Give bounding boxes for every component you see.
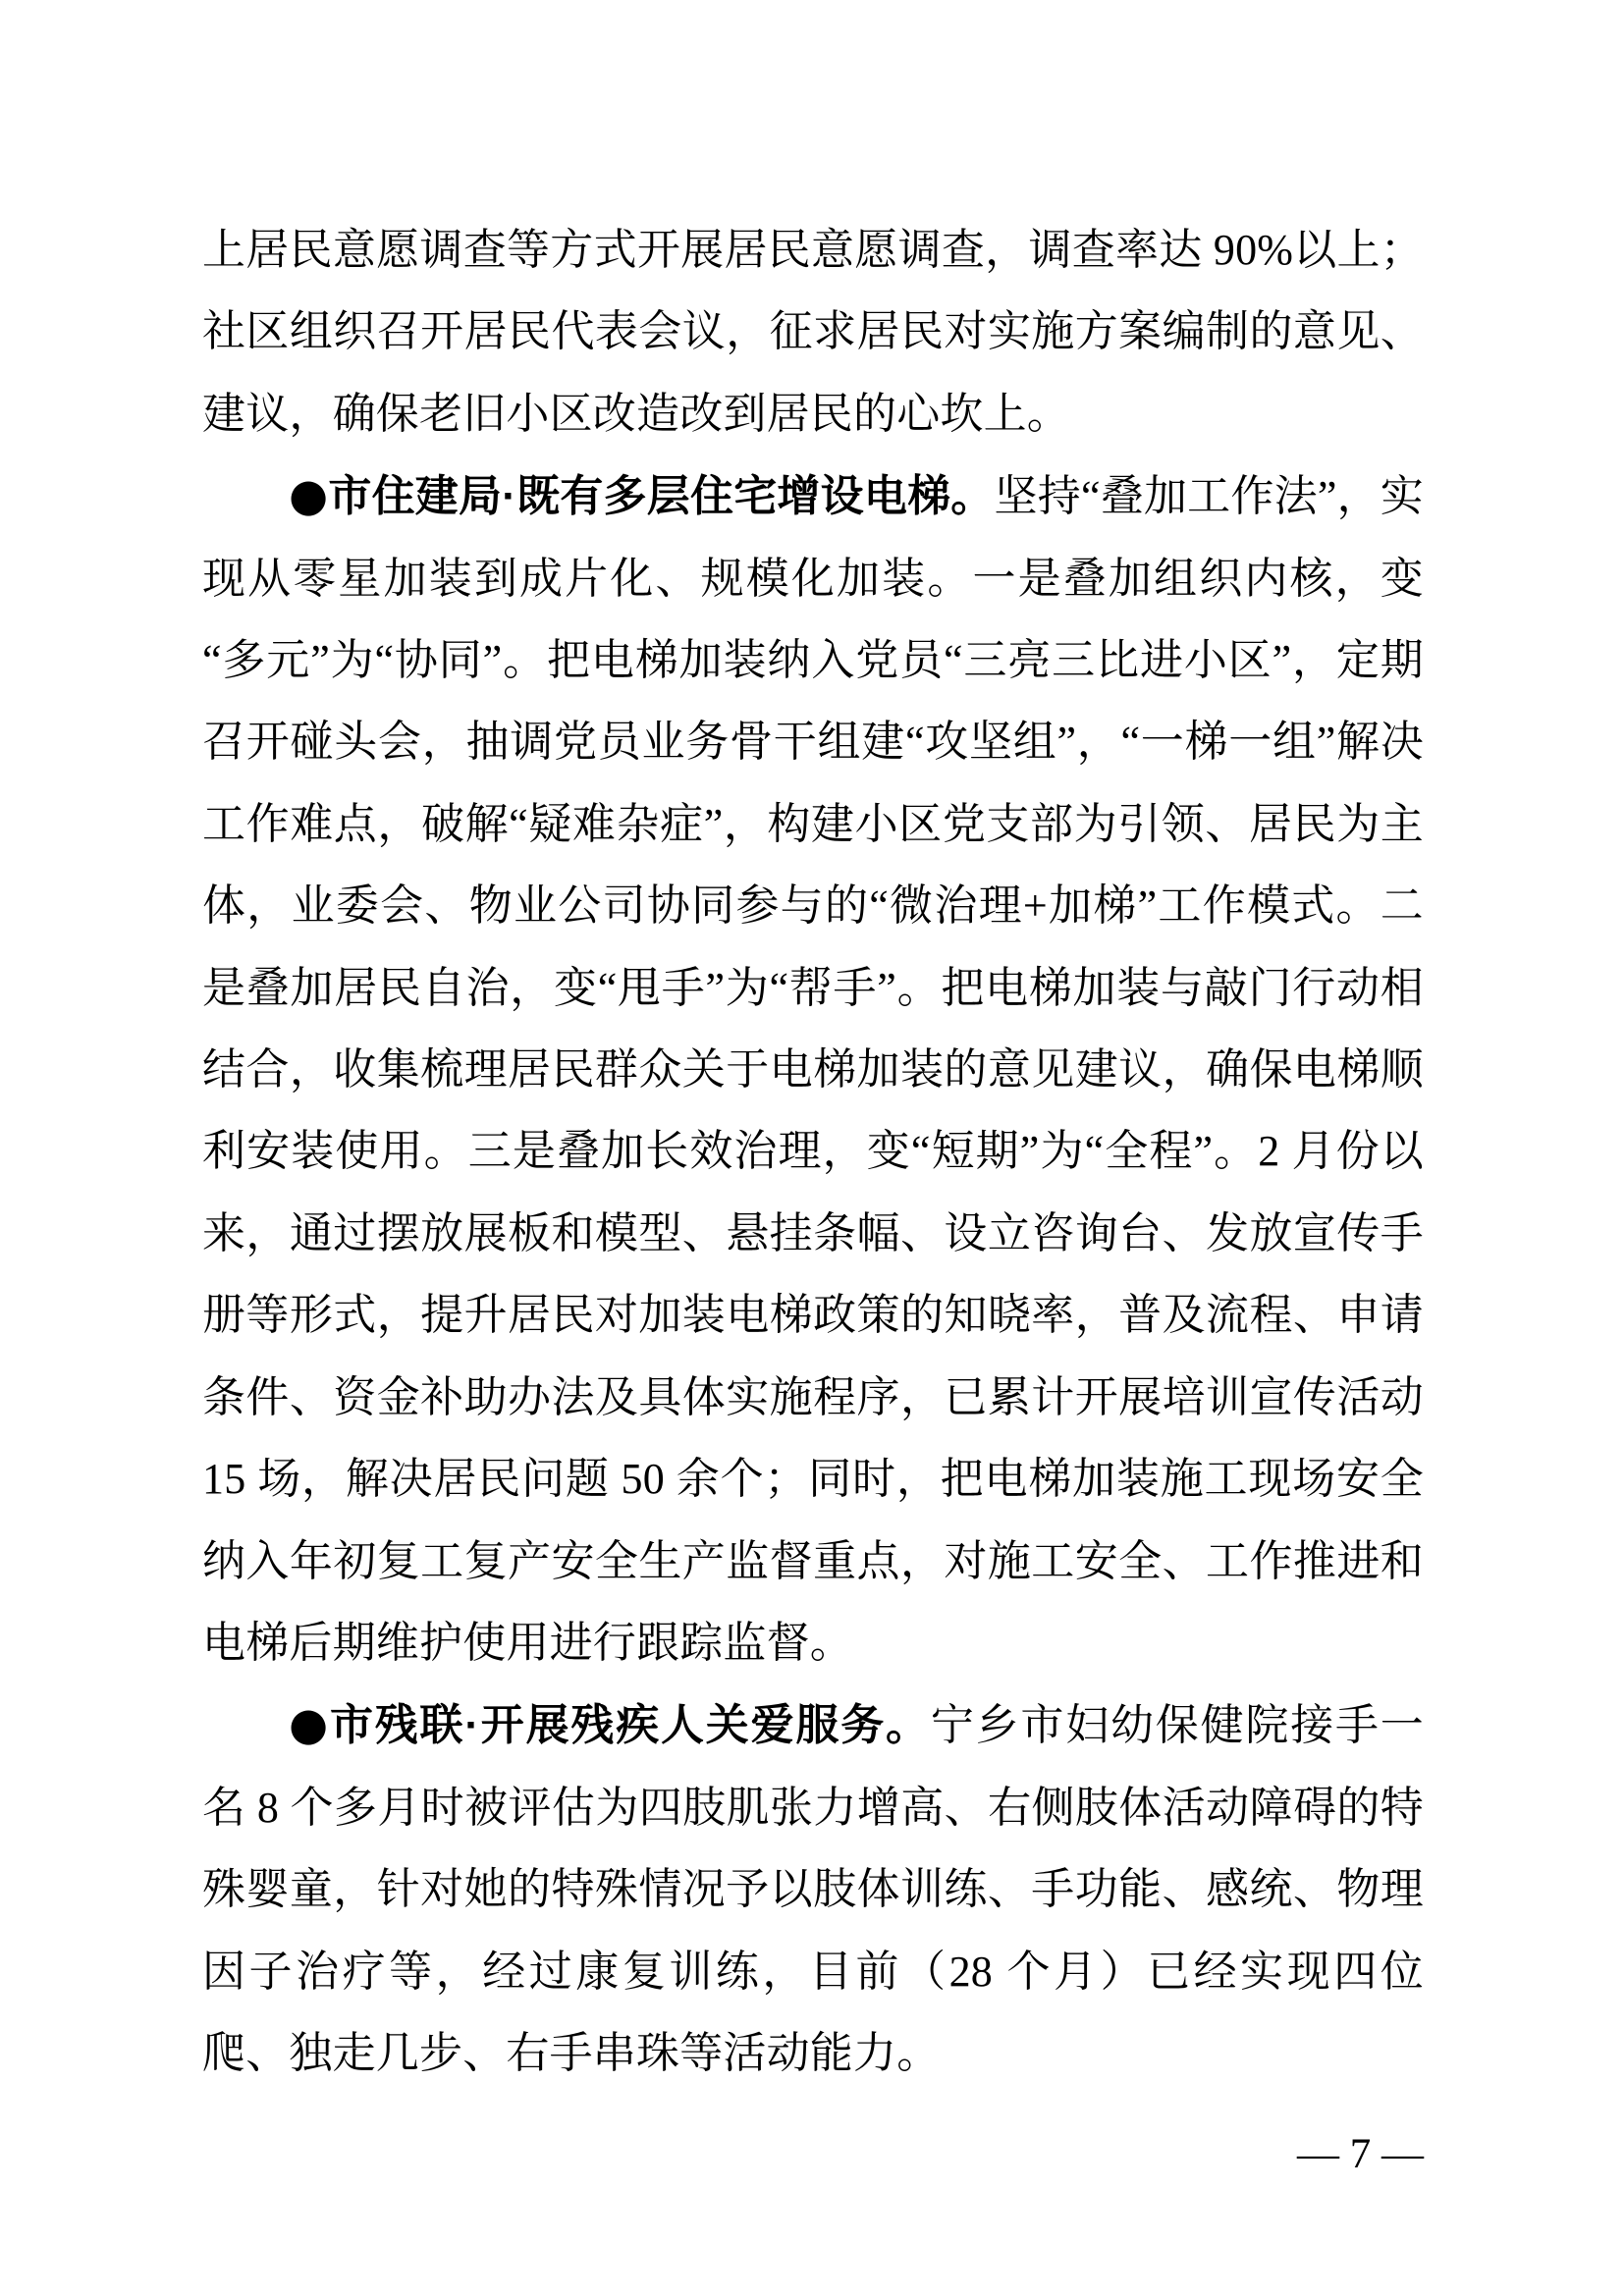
body-text: [202, 209, 1424, 2094]
bullet-icon: ●: [289, 1697, 330, 1751]
body-run-text: 上居民意愿调查等方式开展居民意愿调查，调查率达 90%以上；社区组织召开居民代表会议，征求居民对实施方案编制的意见、建议，确保老旧小区改造改到居民的心坎上。: [202, 226, 1424, 438]
paragraph-zhujianju-elevator: [202, 454, 1424, 1683]
bullet-icon: ●: [289, 468, 329, 522]
page-number: — 7 —: [1297, 2131, 1424, 2177]
body-run-text: 坚持“叠加工作法”，实现从零星加装到成片化、规模化加装。一是叠加组织内核，变“多元”为“协同”。把电梯加装纳入党员“三亮三比进小区”，定期召开碰头会，抽调党员业务骨干组建“攻坚组”，“一梯一组”解决工作难点，破解“疑难杂症”，构建小区党支部为引领、居民为主体，业委会、物业公司协同参与的“微治理+加梯”工作模式。二是叠加居民自治，变“甩手”为“帮手”。把电梯加装与敲门行动相结合，收集梳理居民群众关于电梯加装的意见建议，确保电梯顺利安装使用。三是叠加长效治理，变“短期”为“全程”。2 月份以来，通过摆放展板和模型、悬挂条幅、设立咨询台、发放宣传手册等形式，提升居民对加装电梯政策的知晓率，普及流程、申请条件、资金补助办法及具体实施程序，已累计开展培训宣传活动 15 场，解决居民问题 50 余个；同时，把电梯加装施工现场安全纳入年初复工复产安全生产监督重点，对施工安全、工作推进和电梯后期维护使用进行跟踪监督。: [202, 472, 1424, 1667]
paragraph-continuation: [202, 209, 1424, 454]
section-heading-text: 市残联·开展残疾人关爱服务。: [329, 1701, 931, 1750]
body-run-text: 宁乡市妇幼保健院接手一名 8 个多月时被评估为四肢肌张力增高、右侧肢体活动障碍的特殊婴童，针对她的特殊情况予以肢体训练、手功能、感统、物理因子治疗等，经过康复训练，目前（28 个月）已经实现四位爬、独走几步、右手串珠等活动能力。: [202, 1701, 1425, 2077]
section-heading-text: 市住建局·既有多层住宅增设电梯。: [328, 472, 995, 521]
paragraph-canlian-care-service: [202, 1683, 1424, 2094]
